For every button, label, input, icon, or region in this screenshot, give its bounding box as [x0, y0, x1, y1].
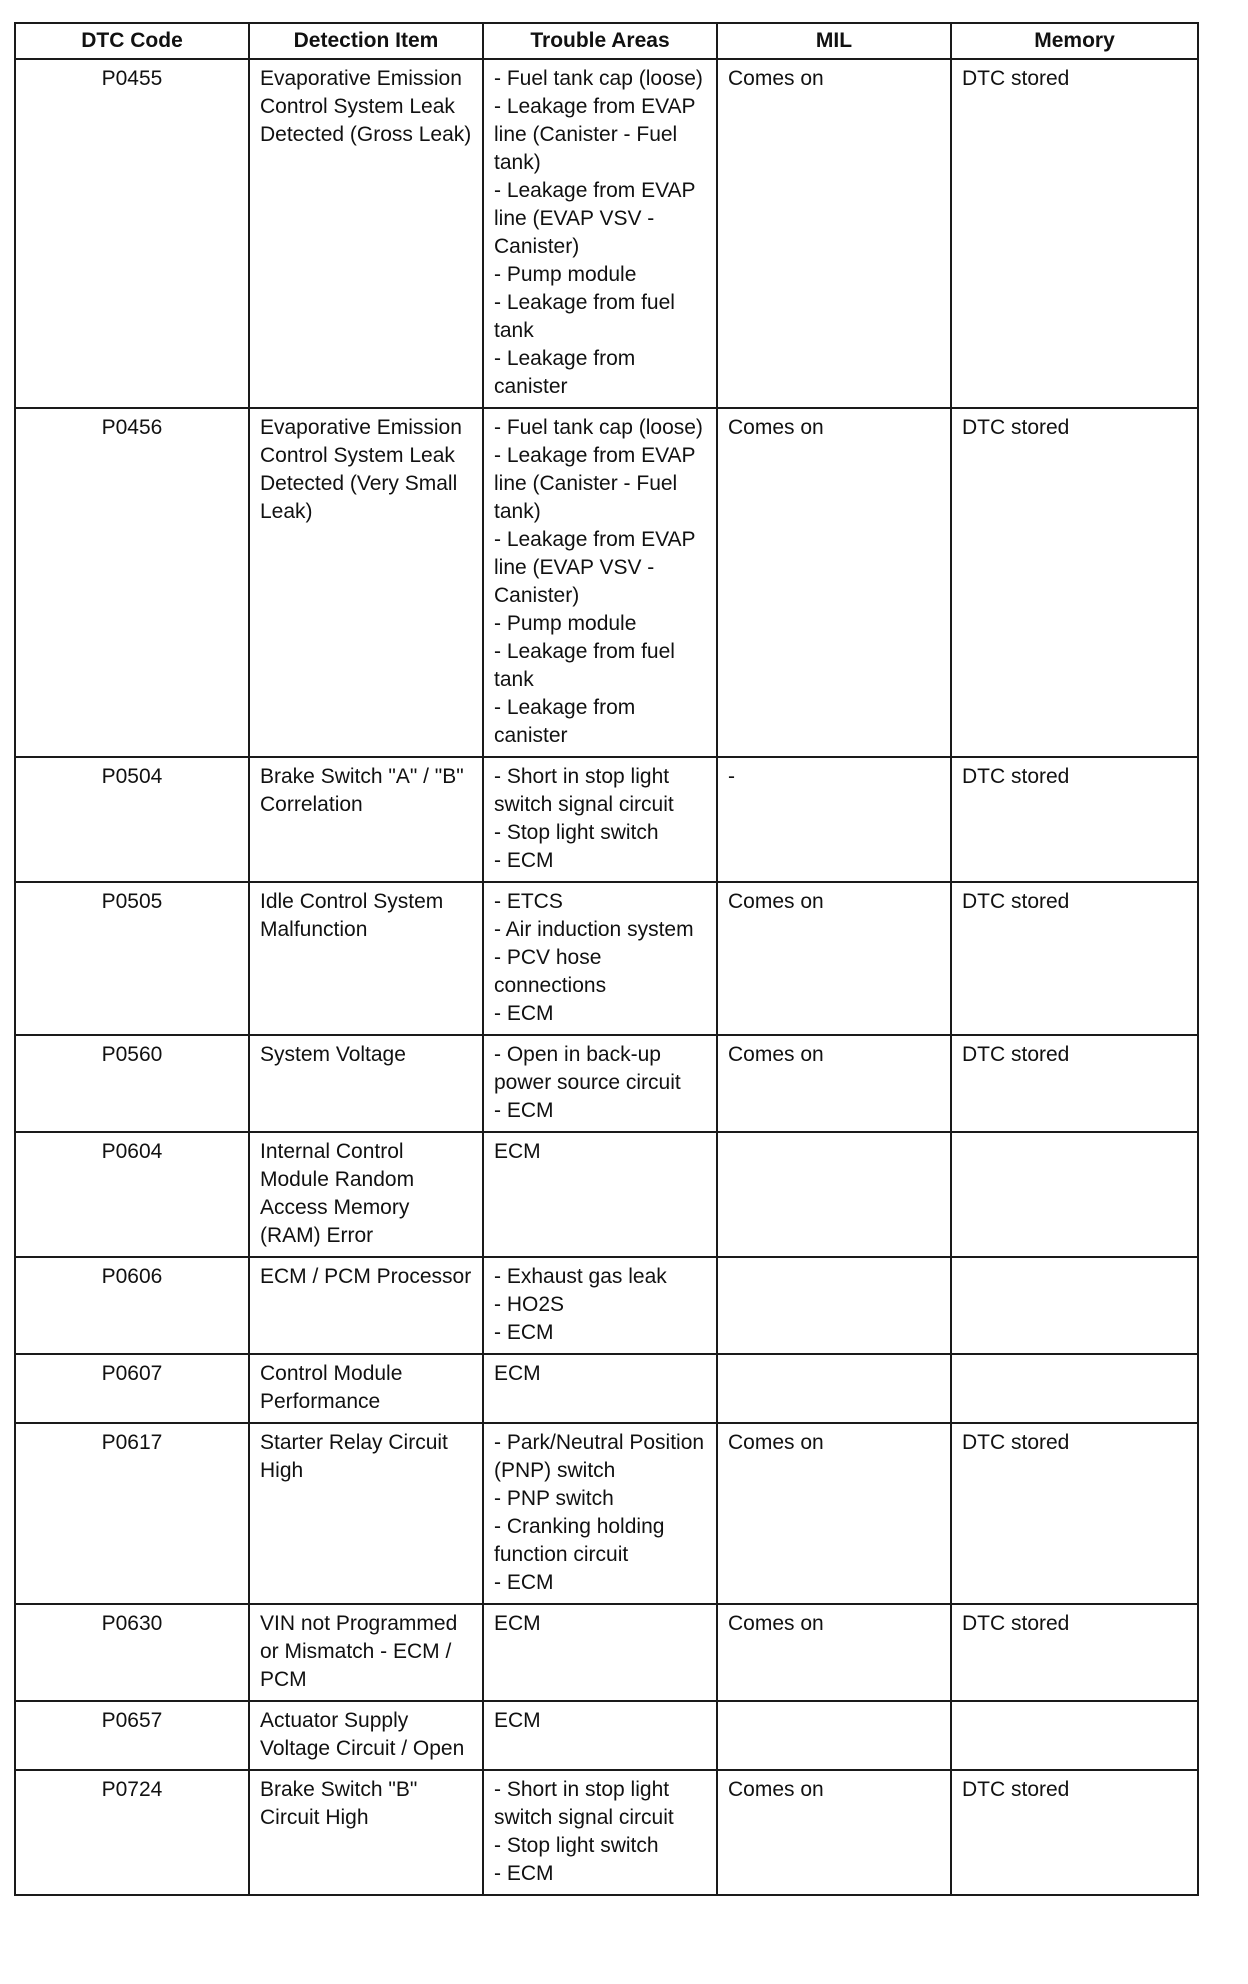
detection-item-cell: System Voltage	[249, 1035, 483, 1132]
dtc-code-cell: P0606	[15, 1257, 249, 1354]
trouble-area-item: - Stop light switch	[494, 821, 659, 844]
memory-cell	[951, 1132, 1198, 1257]
trouble-area-item: - Stop light switch	[494, 1834, 659, 1857]
trouble-area-item: - Leakage from canister	[494, 696, 636, 747]
mil-cell: Comes on	[717, 1770, 951, 1895]
trouble-area-item: ECM	[494, 1709, 541, 1732]
trouble-area-item: - Fuel tank cap (loose)	[494, 67, 703, 90]
mil-cell: -	[717, 757, 951, 882]
dtc-code-cell: P0504	[15, 757, 249, 882]
trouble-area-item: - Short in stop light switch signal circuit	[494, 1778, 674, 1829]
table-row	[15, 1257, 1198, 1354]
dtc-code-cell: P0724	[15, 1770, 249, 1895]
trouble-area-item: - ECM	[494, 1321, 554, 1344]
trouble-area-item: - Exhaust gas leak	[494, 1265, 667, 1288]
trouble-areas-list	[494, 1138, 706, 1166]
trouble-area-item: - Open in back-up power source circuit	[494, 1043, 681, 1094]
trouble-area-item: - Leakage from EVAP line (Canister - Fuel tank)	[494, 95, 696, 174]
detection-item-cell: Brake Switch "B" Circuit High	[249, 1770, 483, 1895]
trouble-area-item: ECM	[494, 1612, 541, 1635]
dtc-table-body	[15, 59, 1198, 1895]
header-mil: MIL	[717, 23, 951, 59]
detection-item-cell: ECM / PCM Processor	[249, 1257, 483, 1354]
trouble-area-item: - HO2S	[494, 1293, 565, 1316]
table-row	[15, 1035, 1198, 1132]
trouble-areas-list	[494, 888, 706, 1028]
memory-cell: DTC stored	[951, 1423, 1198, 1604]
trouble-area-item: - Leakage from EVAP line (Canister - Fuel tank)	[494, 444, 696, 523]
trouble-area-item: - Pump module	[494, 612, 637, 635]
dtc-code-cell: P0505	[15, 882, 249, 1035]
memory-cell: DTC stored	[951, 757, 1198, 882]
mil-cell: Comes on	[717, 59, 951, 408]
mil-cell	[717, 1132, 951, 1257]
detection-item-cell: Actuator Supply Voltage Circuit / Open	[249, 1701, 483, 1770]
memory-cell	[951, 1701, 1198, 1770]
trouble-areas-list	[494, 1776, 706, 1888]
table-row	[15, 882, 1198, 1035]
memory-cell: DTC stored	[951, 1604, 1198, 1701]
trouble-areas-cell	[483, 1354, 717, 1423]
header-row	[15, 23, 1198, 59]
table-row	[15, 1604, 1198, 1701]
trouble-areas-list	[494, 414, 706, 750]
trouble-area-item: - Pump module	[494, 263, 637, 286]
trouble-areas-cell	[483, 1132, 717, 1257]
header-detection-item: Detection Item	[249, 23, 483, 59]
memory-cell: DTC stored	[951, 882, 1198, 1035]
detection-item-cell: Brake Switch "A" / "B" Correlation	[249, 757, 483, 882]
table-row	[15, 408, 1198, 757]
trouble-area-item: - ECM	[494, 849, 554, 872]
table-row	[15, 1770, 1198, 1895]
trouble-areas-list	[494, 1041, 706, 1125]
dtc-code-cell: P0560	[15, 1035, 249, 1132]
trouble-area-item: - PCV hose connections	[494, 946, 607, 997]
memory-cell	[951, 1354, 1198, 1423]
trouble-areas-cell	[483, 882, 717, 1035]
mil-cell	[717, 1701, 951, 1770]
dtc-table-sheet	[14, 22, 1197, 1896]
trouble-areas-cell	[483, 1701, 717, 1770]
header-trouble-areas: Trouble Areas	[483, 23, 717, 59]
trouble-areas-list	[494, 1263, 706, 1347]
trouble-area-item: - Leakage from EVAP line (EVAP VSV - Canister)	[494, 528, 696, 607]
trouble-area-item: - ECM	[494, 1571, 554, 1594]
detection-item-cell: Starter Relay Circuit High	[249, 1423, 483, 1604]
trouble-areas-cell	[483, 1423, 717, 1604]
trouble-areas-list	[494, 65, 706, 401]
trouble-areas-cell	[483, 1770, 717, 1895]
trouble-area-item: - Fuel tank cap (loose)	[494, 416, 703, 439]
trouble-area-item: - ECM	[494, 1862, 554, 1885]
dtc-code-cell: P0607	[15, 1354, 249, 1423]
detection-item-cell: VIN not Programmed or Mismatch - ECM / PCM	[249, 1604, 483, 1701]
detection-item-cell: Evaporative Emission Control System Leak Detected (Gross Leak)	[249, 59, 483, 408]
mil-cell: Comes on	[717, 882, 951, 1035]
table-row	[15, 1132, 1198, 1257]
dtc-code-cell: P0617	[15, 1423, 249, 1604]
dtc-table	[14, 22, 1199, 1896]
trouble-area-item: - ECM	[494, 1099, 554, 1122]
trouble-area-item: - ECM	[494, 1002, 554, 1025]
mil-cell: Comes on	[717, 408, 951, 757]
table-row	[15, 1701, 1198, 1770]
trouble-area-item: - Air induction system	[494, 918, 694, 941]
dtc-code-cell: P0455	[15, 59, 249, 408]
memory-cell: DTC stored	[951, 59, 1198, 408]
mil-cell: Comes on	[717, 1604, 951, 1701]
mil-cell: Comes on	[717, 1035, 951, 1132]
table-row	[15, 757, 1198, 882]
dtc-code-cell: P0630	[15, 1604, 249, 1701]
memory-cell	[951, 1257, 1198, 1354]
dtc-code-cell: P0456	[15, 408, 249, 757]
dtc-code-cell: P0604	[15, 1132, 249, 1257]
trouble-areas-cell	[483, 1035, 717, 1132]
trouble-areas-list	[494, 1360, 706, 1388]
detection-item-cell: Evaporative Emission Control System Leak Detected (Very Small Leak)	[249, 408, 483, 757]
trouble-area-item: - Short in stop light switch signal circuit	[494, 765, 674, 816]
trouble-area-item: ECM	[494, 1140, 541, 1163]
trouble-areas-cell	[483, 59, 717, 408]
header-dtc-code: DTC Code	[15, 23, 249, 59]
trouble-area-item: - Leakage from canister	[494, 347, 636, 398]
memory-cell: DTC stored	[951, 408, 1198, 757]
detection-item-cell: Control Module Performance	[249, 1354, 483, 1423]
trouble-areas-cell	[483, 1257, 717, 1354]
memory-cell: DTC stored	[951, 1770, 1198, 1895]
detection-item-cell: Internal Control Module Random Access Memory (RAM) Error	[249, 1132, 483, 1257]
trouble-areas-cell	[483, 1604, 717, 1701]
trouble-area-item: - Leakage from fuel tank	[494, 291, 675, 342]
trouble-areas-list	[494, 1610, 706, 1638]
trouble-area-item: - Leakage from fuel tank	[494, 640, 675, 691]
mil-cell: Comes on	[717, 1423, 951, 1604]
header-memory: Memory	[951, 23, 1198, 59]
trouble-areas-list	[494, 1707, 706, 1735]
dtc-code-cell: P0657	[15, 1701, 249, 1770]
trouble-area-item: - Park/Neutral Position (PNP) switch	[494, 1431, 705, 1482]
trouble-area-item: - Cranking holding function circuit	[494, 1515, 665, 1566]
trouble-area-item: ECM	[494, 1362, 541, 1385]
trouble-areas-list	[494, 763, 706, 875]
detection-item-cell: Idle Control System Malfunction	[249, 882, 483, 1035]
trouble-areas-list	[494, 1429, 706, 1597]
table-row	[15, 1354, 1198, 1423]
mil-cell	[717, 1354, 951, 1423]
trouble-area-item: - PNP switch	[494, 1487, 614, 1510]
trouble-area-item: - Leakage from EVAP line (EVAP VSV - Canister)	[494, 179, 696, 258]
trouble-areas-cell	[483, 757, 717, 882]
trouble-area-item: - ETCS	[494, 890, 563, 913]
table-row	[15, 59, 1198, 408]
memory-cell: DTC stored	[951, 1035, 1198, 1132]
trouble-areas-cell	[483, 408, 717, 757]
mil-cell	[717, 1257, 951, 1354]
table-row	[15, 1423, 1198, 1604]
